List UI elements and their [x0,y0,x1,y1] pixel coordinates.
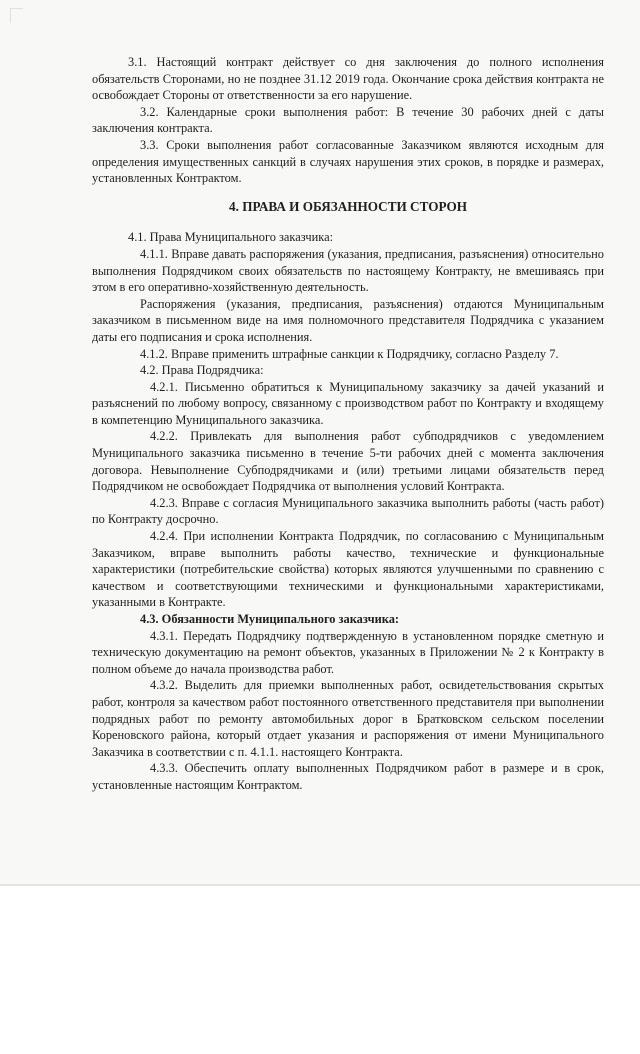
paragraph-3-1: 3.1. Настоящий контракт действует со дня заключения до полного исполнения обязательств Сторонами, но не позднее 31.12 2019 года. Окончание срока действия контракта не освобождает Стороны от ответственности за его нарушение. [92,55,604,103]
paragraph-4-2: 4.2. Права Подрядчика: [140,363,264,378]
paragraph-4-1-1-continued: Распоряжения (указания, предписания, разъяснения) отдаются Муниципальным заказчиком в письменном виде на имя полномочного представителя Подрядчика с указанием даты его подписания и срока исполнения. [92,296,604,344]
document-body [92,54,604,794]
paragraph-4-3-1: 4.3.1. Передать Подрядчику подтвержденную в установленном порядке сметную и техническую документацию на ремонт объектов, указанных в Приложении № 2 к Контракту в полном объеме до начала производства работ. [92,628,604,676]
page-bottom-edge [0,884,640,886]
paragraph-4-2-4: 4.2.4. При исполнении Контракта Подрядчик, по согласованию с Муниципальным Заказчиком, вправе выполнить работы качество, технические и функциональные характеристики (потребительские свойства) которых являются улучшенными по сравнению с качеством и соответствующими техническими и функциональными характеристиками, указанными в Контракте. [92,529,604,610]
paragraph-4-1-1: 4.1.1. Вправе давать распоряжения (указания, предписания, разъяснения) относительно выполнения Подрядчиком своих обязательств по настоящему Контракту, не вмешиваясь при этом в его оперативно-хозяйственную деятельность. [92,246,604,295]
paragraph-3-2: 3.2. Календарные сроки выполнения работ: В течение 30 рабочих дней с даты заключения контракта. [92,104,604,136]
paragraph-4-3: 4.3. Обязанности Муниципального заказчика: [140,612,400,626]
paragraph-4-1: 4.1. Права Муниципального заказчика: [128,230,334,245]
paragraph-3-3: 3.3. Сроки выполнения работ согласованные Заказчиком являются исходным для определения имущественных санкций в случаях нарушения этих сроков, в порядке и размерах, установленных Контрактом. [92,137,604,186]
paragraph-4-2-1: 4.2.1. Письменно обратиться к Муниципальному заказчику за дачей указаний и разъяснений по любому вопросу, связанному с производством работ по Контракту и входящему в компетенцию Муниципального заказчика. [92,379,604,427]
paragraph-4-2-2: 4.2.2. Привлекать для выполнения работ субподрядчиков с уведомлением Муниципального заказчика письменно в течение 5-ти рабочих дней с момента заключения договора. Невыполнение Субподрядчиками и (или) третьими лицами обязательств перед Подрядчиком не освобождает Подрядчика от выполнения условий Контракта. [92,429,604,494]
scan-corner-mark [10,8,23,23]
section-heading-4: 4. ПРАВА И ОБЯЗАННОСТИ СТОРОН [229,198,467,214]
paragraph-4-3-2: 4.3.2. Выделить для приемки выполненных работ, освидетельствования скрытых работ, контроля за качеством работ постоянного ответственного представителя при выполнении подрядных работ по ремонту автомобильных дорог в Братковском сельском поселении Кореновского района, который отдает указания и распоряжения от имени Муниципального Заказчика в соответствии с п. 4.1.1. настоящего Контракта. [92,678,604,759]
paragraph-4-2-3: 4.2.3. Вправе с согласия Муниципального заказчика выполнить работы (часть работ) по Контракту досрочно. [92,495,604,527]
paragraph-4-3-3: 4.3.3. Обеспечить оплату выполненных Подрядчиком работ в размере и в срок, установленные настоящим Контрактом. [92,761,604,792]
paragraph-4-1-2: 4.1.2. Вправе применить штрафные санкции к Подрядчику, согласно Разделу 7. [140,346,559,361]
